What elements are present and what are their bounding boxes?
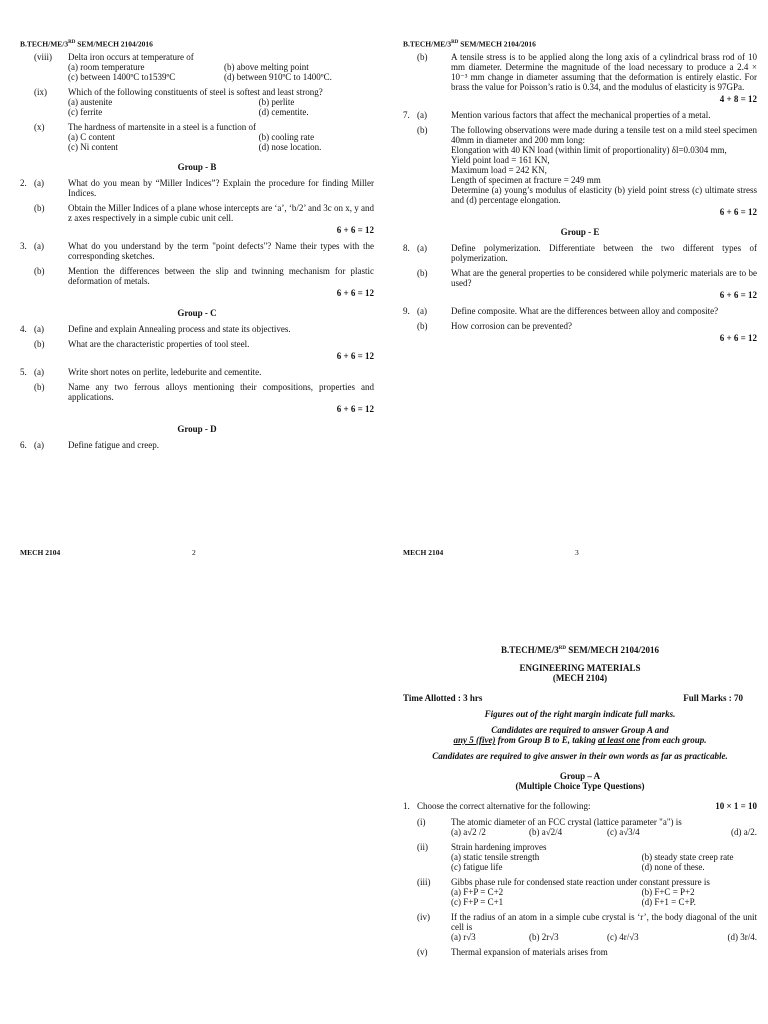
question-text: Mention the differences between the slip and twinning mechanism for plastic deformation of metals. xyxy=(68,265,374,286)
time-marks-row xyxy=(403,693,757,703)
question-2b: (b) Obtain the Miller Indices of a plane whose intercepts are ‘a’, ‘b/2’ and 3c on x, y and z axes respectively in a simple cubic unit cell. xyxy=(34,202,374,223)
options: (a) a√2 /2 (b) a√2/4 (c) a√3/4 (d) a/2. xyxy=(451,827,757,837)
instruction-2a: Candidates are required to answer Group A and xyxy=(491,725,669,735)
group-a-subheading: (Multiple Choice Type Questions) xyxy=(515,781,645,791)
question-7a: 7. (a) Mention various factors that affect the mechanical properties of a metal. xyxy=(403,110,757,120)
page-number: 2 xyxy=(192,548,196,557)
question-6a: 6. (a) Define fatigue and creep. xyxy=(20,440,374,450)
question-iv: (iv) If the radius of an atom in a simple cube crystal is ‘r’, the body diagonal of the unit cell is (a) r√3 (b) 2r√3 (c) 4r/√3 (d) 3r/4. xyxy=(417,912,757,942)
option-d: (d) cementite. xyxy=(258,106,309,117)
question-4a: 4. (a) Define and explain Annealing process and state its objectives. xyxy=(20,324,374,334)
question-text: If the radius of an atom in a simple cube crystal is ‘r’, the body diagonal of the unit cell is xyxy=(451,912,757,932)
question-text: Write short notes on perlite, ledeburite and cementite. xyxy=(68,366,262,377)
question-3b: (b) Mention the differences between the slip and twinning mechanism for plastic deformation of metals. xyxy=(34,265,374,286)
marks: 6 + 6 = 12 xyxy=(336,224,374,235)
question-text: Delta iron occurs at temperature of xyxy=(68,51,194,62)
marks: 6 + 6 = 12 xyxy=(336,287,374,298)
question-v: (v) Thermal expansion of materials arises from xyxy=(403,947,757,957)
question-1: 1. Choose the correct alternative for the following: 10 × 1 = 10 xyxy=(403,801,757,811)
option-b: (b) perlite xyxy=(258,96,295,107)
question-5a: 5. (a) Write short notes on perlite, ledeburite and cementite. xyxy=(20,367,374,377)
question-8a: 8. (a) Define polymerization. Differentiate between the two different types of polymerization. xyxy=(403,242,757,263)
marks: 6 + 6 = 12 xyxy=(719,332,757,343)
question-3a: 3. (a) What do you understand by the term "point defects"? Name their types with the corresponding sketches. xyxy=(20,240,374,261)
group-a-heading: Group – A xyxy=(559,771,601,781)
question-number: (x) xyxy=(34,121,45,132)
question-text: The hardness of martensite in a steel is a function of xyxy=(68,121,256,132)
question-text: Name any two ferrous alloys mentioning their compositions, properties and applications. xyxy=(68,381,374,402)
question-x xyxy=(20,122,374,152)
page-header: B.TECH/ME/3RD SEM/MECH 2104/2016 xyxy=(403,39,536,49)
question-ii: (ii) Strain hardening improves (a) static tensile strength (b) steady state creep rate (c) fatigue life (d) none of these. xyxy=(403,842,757,872)
options xyxy=(68,97,374,117)
question-text: Obtain the Miller Indices of a plane whose intercepts are ‘a’, ‘b/2’ and 3c on x, y and z axes respectively in a simple cubic unit cell. xyxy=(68,202,374,223)
question-5b: (b) Name any two ferrous alloys mentioning their compositions, properties and applications. xyxy=(34,381,374,402)
question-text: Gibbs phase rule for condensed state reaction under constant pressure is xyxy=(451,877,710,887)
question-text: What are the characteristic properties of tool steel. xyxy=(68,338,250,349)
option-a: (a) room temperature xyxy=(68,61,145,72)
options: (a) r√3 (b) 2r√3 (c) 4r/√3 (d) 3r/4. xyxy=(451,932,757,942)
question-6b: (b) A tensile stress is to be applied along the long axis of a cylindrical brass rod of 10 mm diameter. Determine the magnitude of the load necessary to produce a 2.4 × 10⁻³ mm change in diameter assuming that the deformation is entirely elastic. For brass the value for Poisson’s ratio is 0.34, and the modulus of elasticity is 97GPa. xyxy=(417,51,757,92)
subject-title: ENGINEERING MATERIALS xyxy=(519,663,641,673)
question-text: What are the general properties to be considered while polymeric materials are to be used? xyxy=(451,267,757,288)
question-7b: (b) The following observations were made during a tensile test on a mild steel specimen 40mm in diameter and 200 mm long: Elongation with 40 KN load (within limit of proportionality) δl=0.0304 mm, Yield point load = 161 KN, Maximum load = 242 KN, Length of specimen at fracture = 249 mm Determine (a) young’s modulus of elasticity (b) yield point stress (c) ultimate stress and (d) percentage elongation. xyxy=(417,124,757,205)
question-i: (i) The atomic diameter of an FCC crystal (lattice parameter "a") is (a) a√2 /2 (b) a√2/4 (c) a√3/4 (d) a/2. xyxy=(417,817,757,837)
options xyxy=(68,132,374,152)
question-9b: (b) How corrosion can be prevented? xyxy=(403,321,757,331)
question-number: (viii) xyxy=(34,51,52,62)
question-text: Thermal expansion of materials arises from xyxy=(451,947,608,957)
marks: 6 + 6 = 12 xyxy=(336,403,374,414)
option-b: (b) cooling rate xyxy=(258,131,315,142)
time-allotted: Time Allotted : 3 hrs xyxy=(403,693,483,703)
question-text: The following observations were made during a tensile test on a mild steel specimen 40mm in diameter and 200 mm long: Elongation with 40 KN load (within limit of proportionality) δl=0.0304 mm, Yield point load = 161 KN, Maximum load = 242 KN, Length of specimen at fracture = 249 mm Determine (a) young’s modulus of elasticity (b) yield point stress (c) ultimate stress and (d) percentage elongation. xyxy=(451,124,757,205)
marks: 6 + 6 = 12 xyxy=(719,206,757,217)
page-header: B.TECH/ME/3RD SEM/MECH 2104/2016 xyxy=(20,39,153,49)
group-d-heading: Group - D xyxy=(177,423,217,434)
question-text: Define fatigue and creep. xyxy=(68,439,159,450)
question-text: Define and explain Annealing process and state its objectives. xyxy=(68,323,291,334)
footer-code: MECH 2104 xyxy=(20,548,61,557)
question-text: Which of the following constituents of steel is softest and least strong? xyxy=(68,86,323,97)
question-iii: (iii) Gibbs phase rule for condensed state reaction under constant pressure is (a) F+P = C+2 (b) F+C = P+2 (c) F+P = C+1 (d) F+1 = C+P. xyxy=(403,877,757,907)
group-c-heading: Group - C xyxy=(177,307,217,318)
page-footer xyxy=(403,548,757,558)
marks: 10 × 1 = 10 xyxy=(715,801,757,811)
options: (a) F+P = C+2 (b) F+C = P+2 (c) F+P = C+1 (d) F+1 = C+P. xyxy=(451,887,696,907)
option-d: (d) between 910ºC to 1400ºC. xyxy=(224,71,332,82)
page-1-cover xyxy=(403,644,757,1024)
option-c: (c) Ni content xyxy=(68,141,118,152)
option-a: (a) austenite xyxy=(68,96,113,107)
question-text: How corrosion can be prevented? xyxy=(451,320,572,331)
option-a: (a) C content xyxy=(68,131,115,142)
subject-code: (MECH 2104) xyxy=(552,673,608,683)
question-text: Mention various factors that affect the mechanical properties of a metal. xyxy=(451,109,711,120)
marks: 6 + 6 = 12 xyxy=(336,350,374,361)
question-text: Define polymerization. Differentiate between the two different types of polymerization. xyxy=(451,242,757,263)
question-text: What do you mean by “Miller Indices”? Explain the procedure for finding Miller Indices. xyxy=(68,177,374,198)
options xyxy=(68,62,374,82)
page-footer xyxy=(20,548,374,558)
instruction-1: Figures out of the right margin indicate full marks. xyxy=(484,709,676,719)
question-ix xyxy=(20,87,374,117)
question-8b: (b) What are the general properties to be considered while polymeric materials are to be used? xyxy=(417,267,757,288)
marks: 4 + 8 = 12 xyxy=(719,93,757,104)
question-2a: 2. (a) What do you mean by “Miller Indices”? Explain the procedure for finding Miller Indices. xyxy=(20,177,374,198)
question-text: Define composite. What are the differences between alloy and composite? xyxy=(451,305,719,316)
paper-code-title: B.TECH/ME/3RD SEM/MECH 2104/2016 xyxy=(500,645,659,655)
question-text: Strain hardening improves xyxy=(451,842,547,852)
question-viii xyxy=(20,52,374,82)
option-d: (d) nose location. xyxy=(258,141,322,152)
group-e-heading: Group - E xyxy=(560,226,600,237)
page-number: 3 xyxy=(575,548,579,557)
instruction-3: Candidates are required to give answer in their own words as far as practicable. xyxy=(432,751,728,761)
question-9a: 9. (a) Define composite. What are the differences between alloy and composite? xyxy=(403,306,757,316)
question-text: Choose the correct alternative for the following: xyxy=(417,801,591,811)
option-c: (c) between 1400ºC to1539ºC xyxy=(68,71,176,82)
marks: 6 + 6 = 12 xyxy=(719,289,757,300)
options: (a) static tensile strength (b) steady state creep rate (c) fatigue life (d) none of these. xyxy=(451,852,734,872)
page-3 xyxy=(403,38,757,558)
footer-code: MECH 2104 xyxy=(403,548,444,557)
question-number: (ix) xyxy=(34,86,47,97)
question-text: The atomic diameter of an FCC crystal (lattice parameter "a") is xyxy=(451,817,682,827)
question-text: What do you understand by the term "point defects"? Name their types with the corresponding sketches. xyxy=(68,240,374,261)
full-marks: Full Marks : 70 xyxy=(683,693,743,703)
question-text: A tensile stress is to be applied along the long axis of a cylindrical brass rod of 10 mm diameter. Determine the magnitude of the load necessary to produce a 2.4 × 10⁻³ mm change in diameter assuming that the deformation is entirely elastic. For brass the value for Poisson’s ratio is 0.34, and the modulus of elasticity is 97GPa. xyxy=(451,51,757,92)
instruction-2b: any 5 (five) from Group B to E, taking at least one from each group. xyxy=(453,735,707,745)
option-c: (c) ferrite xyxy=(68,106,103,117)
page-2 xyxy=(20,38,374,558)
question-4b: (b) What are the characteristic properties of tool steel. xyxy=(20,339,374,349)
group-b-heading: Group - B xyxy=(177,161,217,172)
option-b: (b) above melting point xyxy=(224,61,309,72)
